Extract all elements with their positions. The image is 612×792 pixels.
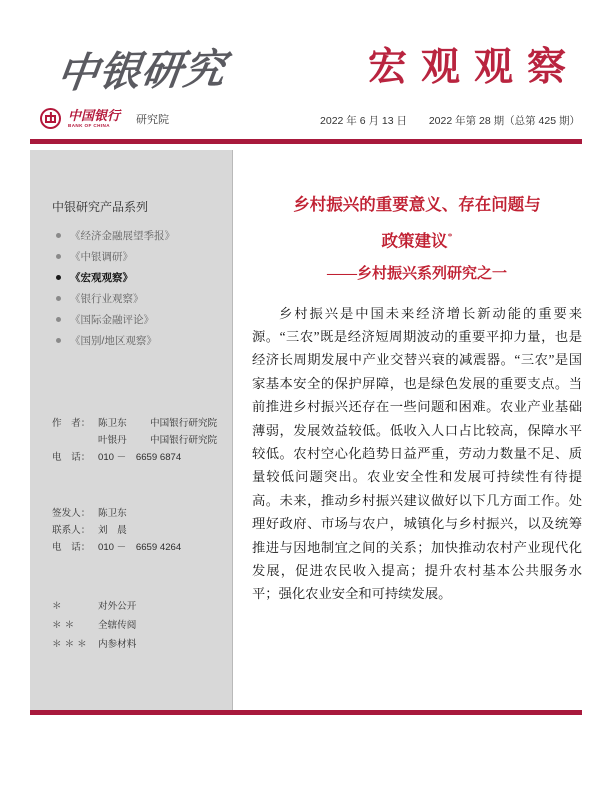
sidebar-item-country-region-observation[interactable] (56, 330, 226, 351)
bullet-icon (56, 338, 61, 343)
author-row-secondary (52, 432, 217, 449)
bullet-icon (56, 296, 61, 301)
asterisk-mark: ＊＊＊ (52, 639, 90, 650)
masthead (0, 0, 612, 138)
author-name: 陈卫东 (98, 418, 127, 429)
asterisk-mark: ＊＊ (52, 620, 78, 631)
authors-block (52, 415, 217, 466)
article-subtitle: ——乡村振兴系列研究之一 (326, 265, 507, 282)
sidebar-item-macro-observation[interactable] (56, 267, 226, 288)
publication-date: 2022 年 6 月 13 日 (320, 115, 407, 127)
article-body-text: 乡村振兴是中国未来经济增长新动能的重要来源。“三农”既是经济短周期波动的重要平抑力量，也是经济长周期发展中产业交替兴衰的减震器。“三农”是国家基本安全的保护屏障，也是绿色发展的重要支点。当前推进乡村振兴还存在一些问题和困难。农业产业基础薄弱，发展效益较低。低收入人口占比较高，保障水平较低。农村空心化趋势日益严重，劳动力数量不足、质量较低问题突出。农业安全性和发展可持续性有待提高。未来，推动乡村振兴建议做好以下几方面工作。处理好政府、市场与农户，城镇化与乡村振兴，以及统筹推进与因地制宜之间的关系；加快推动农村产业现代化发展，促进农民收入提高；提升农村基本公共服务水平；强化农业安全和可持续发展。 (252, 305, 582, 602)
sidebar-item-label: 《国际金融评论》 (70, 314, 154, 326)
sidebar (30, 150, 233, 710)
article-title-line-2-wrap (252, 221, 582, 258)
issuer-name: 陈卫东 (98, 508, 127, 519)
product-series-list (56, 225, 226, 351)
asterisk-mark: ＊ (52, 601, 65, 612)
title-footnote-marker: * (447, 232, 453, 243)
signoff-block (52, 505, 181, 556)
note-row-internal-circulation (52, 616, 136, 635)
author-affiliation: 中国银行研究院 (150, 435, 218, 446)
note-text: 内参材料 (98, 639, 137, 650)
note-row-public (52, 597, 136, 616)
sidebar-item-label: 《国别/地区观察》 (70, 335, 157, 347)
bullet-icon (56, 275, 61, 280)
bullet-icon (56, 254, 61, 259)
journal-title: 宏观观察 (367, 46, 580, 89)
author-affiliation: 中国银行研究院 (150, 418, 218, 429)
contact-name: 刘 晨 (98, 525, 127, 536)
issuer-label: 签发人： (52, 508, 91, 519)
bank-of-china-logo-row (40, 108, 169, 129)
bullet-icon (56, 233, 61, 238)
bank-name-group (68, 109, 120, 129)
sidebar-heading: 中银研究产品系列 (52, 200, 149, 214)
issue-number: 2022 年第 28 期（总第 425 期） (428, 115, 580, 127)
phone-label: 电 话： (52, 452, 91, 463)
note-text: 全辖传阅 (98, 620, 137, 631)
issuer-row (52, 505, 181, 522)
bank-of-china-emblem-icon (40, 108, 61, 129)
contact-label: 联系人： (52, 525, 91, 536)
signoff-phone-row (52, 539, 181, 556)
phone-number: 010 － 6659 6874 (98, 452, 182, 463)
authors-label-spacer (52, 432, 98, 449)
bank-name-chinese: 中国银行 (68, 107, 121, 123)
phone-label: 电 话： (52, 542, 91, 553)
author-name: 叶银丹 (98, 435, 127, 446)
sidebar-item-economic-outlook[interactable] (56, 225, 226, 246)
phone-number: 010 － 6659 4264 (98, 542, 182, 553)
article-column (252, 150, 582, 606)
article-title-line-1: 乡村振兴的重要意义、存在问题与 (293, 195, 541, 214)
article-title-line-2: 政策建议 (381, 231, 448, 251)
sidebar-item-banking-observation[interactable] (56, 288, 226, 309)
institute-label: 研究院 (136, 113, 170, 126)
contact-row (52, 522, 181, 539)
bank-name-english: BANK OF CHINA (68, 122, 110, 128)
sidebar-item-label: 《宏观观察》 (70, 272, 133, 284)
bullet-icon (56, 317, 61, 322)
sidebar-item-intl-finance-review[interactable] (56, 309, 226, 330)
header-divider-bar (30, 139, 582, 144)
note-text: 对外公开 (98, 601, 137, 612)
sidebar-item-boc-research[interactable] (56, 246, 226, 267)
distribution-notes-block (52, 597, 136, 654)
note-row-restricted (52, 635, 136, 654)
sidebar-item-label: 《银行业观察》 (70, 293, 144, 305)
article-title (252, 188, 582, 258)
author-phone-row (52, 449, 217, 466)
author-row-primary (52, 415, 217, 432)
sidebar-item-label: 《经济金融展望季报》 (70, 230, 175, 242)
brand-calligraphy-logo: 中银研究 (54, 45, 229, 97)
sidebar-item-label: 《中银调研》 (70, 251, 133, 263)
footer-divider-bar (30, 710, 582, 715)
authors-label: 作 者： (52, 418, 91, 429)
publication-info (320, 113, 580, 128)
